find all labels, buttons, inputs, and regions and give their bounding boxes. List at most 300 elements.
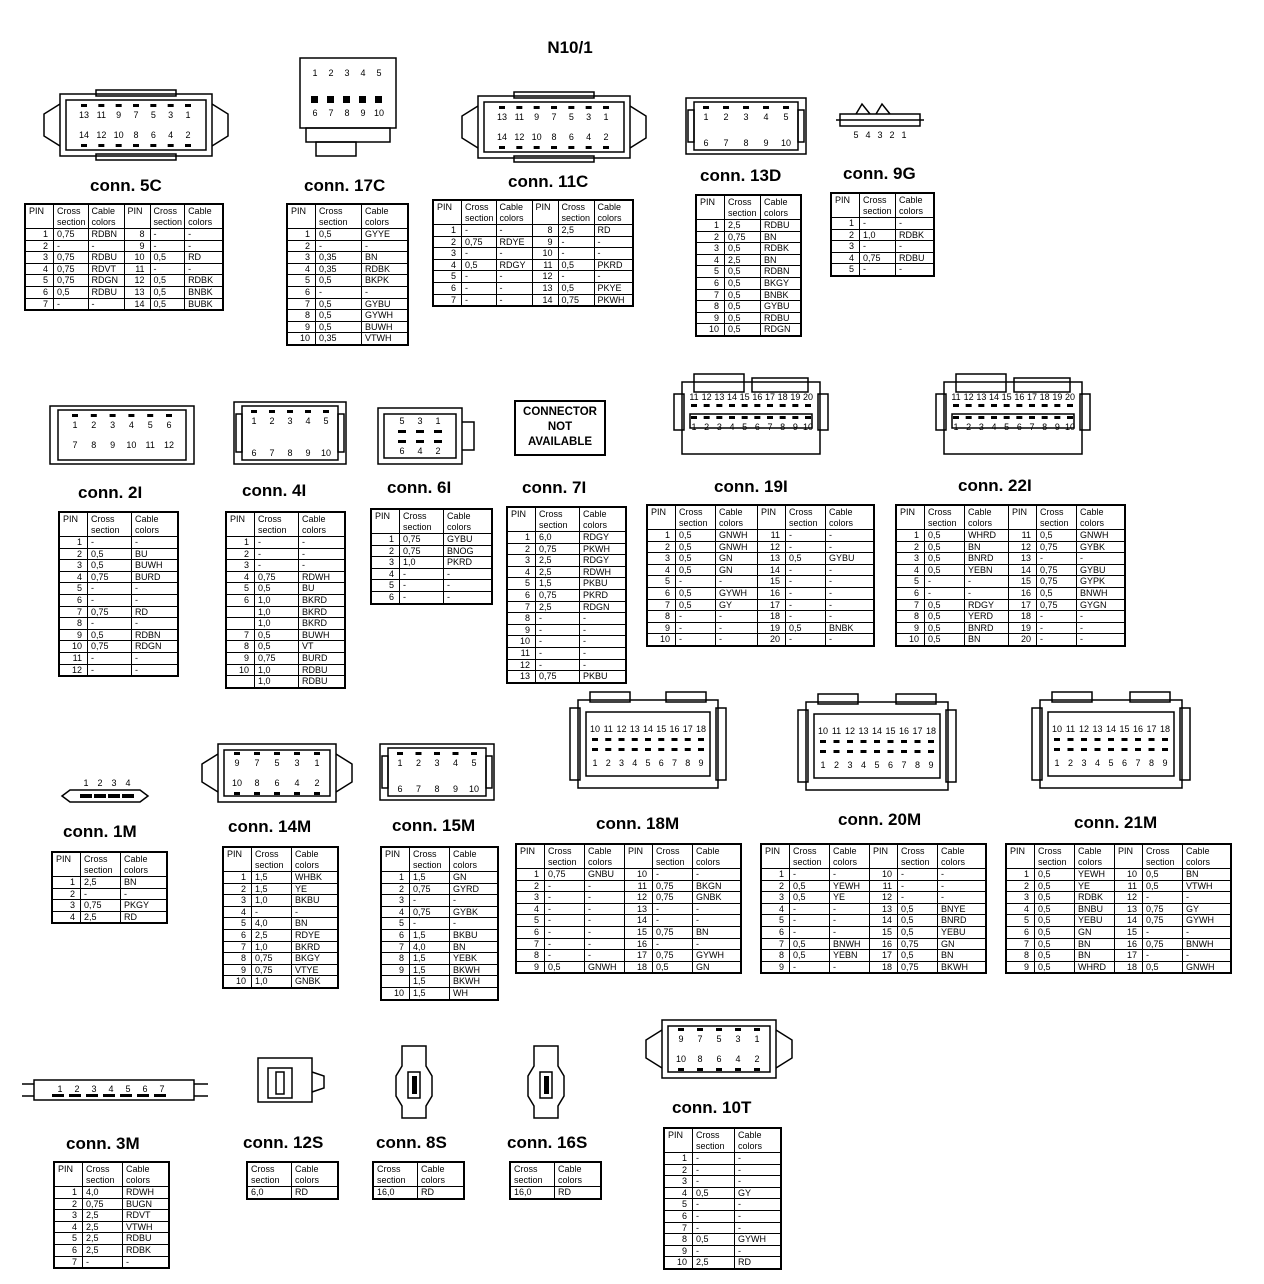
table-row <box>59 652 178 664</box>
svg-text:10: 10 <box>373 108 385 118</box>
connector-drawing-11c <box>462 92 646 162</box>
cable-color-cell: GYBK <box>450 906 499 918</box>
cable-color-cell: BKGY <box>761 277 802 289</box>
table-row <box>647 564 874 576</box>
pin-cell: 5 <box>223 918 252 930</box>
cross-section-cell: - <box>83 1256 123 1268</box>
table-row <box>433 271 633 283</box>
connector-label-16s: conn. 16S <box>507 1133 588 1152</box>
cable-color-cell: - <box>132 652 179 664</box>
pin-cell: 11 <box>532 259 558 271</box>
pin-table-10t <box>663 1127 782 1270</box>
svg-text:6: 6 <box>754 422 760 432</box>
cross-section-cell: 0,75 <box>255 571 299 583</box>
cross-section-cell: 0,5 <box>150 252 185 264</box>
cross-section-header: Cross section <box>88 512 132 537</box>
table-row <box>516 915 741 927</box>
svg-text:1: 1 <box>820 760 826 770</box>
pin-cell: 4 <box>226 571 255 583</box>
connector-label-18m: conn. 18M <box>596 814 680 833</box>
table-row <box>507 659 626 671</box>
svg-text:1: 1 <box>397 758 403 768</box>
cable-colors-header: Cable colors <box>88 204 124 229</box>
cross-section-cell: - <box>88 594 132 606</box>
svg-text:10: 10 <box>1051 724 1063 734</box>
connector-label-20m: conn. 20M <box>838 810 922 829</box>
pin-table-9g <box>830 192 935 277</box>
pin-cell: 9 <box>287 321 316 333</box>
svg-text:14: 14 <box>642 724 654 734</box>
pin-cell <box>226 676 255 688</box>
cross-section-cell: 0,5 <box>1035 950 1075 962</box>
table-row <box>223 895 338 907</box>
cross-section-cell: 0,5 <box>925 599 965 611</box>
table-row <box>226 652 345 664</box>
svg-text:14: 14 <box>1105 724 1117 734</box>
pin-cell: 5 <box>287 275 316 287</box>
svg-text:1: 1 <box>592 758 598 768</box>
pin-table-17c <box>286 203 409 346</box>
cable-color-cell: - <box>585 950 625 962</box>
connector-label-19i: conn. 19I <box>714 477 788 496</box>
cross-section-cell: 1,0 <box>252 895 292 907</box>
cable-color-cell: - <box>965 576 1009 588</box>
svg-text:10: 10 <box>817 726 829 736</box>
pin-cell: 11 <box>1009 530 1037 542</box>
cross-section-cell: - <box>786 599 826 611</box>
connector-label-2i: conn. 2I <box>78 483 143 502</box>
table-row <box>647 576 874 588</box>
svg-text:3: 3 <box>716 422 722 432</box>
cable-color-cell: BN <box>1075 950 1115 962</box>
pin-cell: 3 <box>25 252 54 264</box>
table-row <box>223 953 338 965</box>
table-row <box>696 301 801 313</box>
connector-drawing-3m <box>22 1080 208 1100</box>
cross-section-cell: - <box>462 271 497 283</box>
cross-section-cell: 2,5 <box>252 929 292 941</box>
cross-section-header: Cross section <box>898 844 938 869</box>
cross-section-cell: 0,5 <box>898 903 938 915</box>
cable-colors-header: Cable colors <box>418 1162 465 1187</box>
table-row <box>287 321 408 333</box>
cable-color-cell: YERD <box>965 611 1009 623</box>
connector-drawing-9g <box>836 104 924 140</box>
cross-section-cell: 0,75 <box>558 294 594 306</box>
cable-color-cell: GNWH <box>585 961 625 973</box>
table-row <box>696 324 801 336</box>
table-row <box>226 664 345 676</box>
connector-drawing-4i <box>234 402 346 464</box>
svg-text:3: 3 <box>1081 758 1087 768</box>
cable-color-cell: RDVT <box>123 1210 170 1222</box>
cable-color-cell: - <box>444 591 493 603</box>
cross-section-cell: 0,5 <box>725 266 761 278</box>
pin-cell: 2 <box>831 229 860 241</box>
svg-text:9: 9 <box>792 422 798 432</box>
pin-header: PIN <box>433 200 462 225</box>
cable-color-cell: VT <box>299 641 346 653</box>
table-row <box>54 1187 169 1199</box>
cable-color-cell: RDBK <box>896 229 935 241</box>
svg-text:5: 5 <box>323 416 329 426</box>
cable-color-cell: - <box>735 1222 782 1234</box>
cross-section-cell: 0,75 <box>400 534 444 546</box>
cable-color-cell: - <box>88 240 124 252</box>
pin-cell: 4 <box>516 903 545 915</box>
cross-section-cell: - <box>786 541 826 553</box>
svg-text:9: 9 <box>305 448 311 458</box>
table-row <box>664 1187 781 1199</box>
cross-section-header: Cross section <box>1035 844 1075 869</box>
cross-section-header: Cross section <box>790 844 830 869</box>
table-row <box>226 560 345 572</box>
table-row <box>287 263 408 275</box>
cable-color-cell: GNBU <box>585 869 625 881</box>
pin-cell: 5 <box>54 1233 83 1245</box>
cross-section-cell: - <box>400 591 444 603</box>
cross-section-cell: 0,75 <box>54 252 89 264</box>
cross-section-cell: 0,5 <box>88 629 132 641</box>
connector-drawing-16s <box>528 1046 564 1118</box>
pin-cell: 3 <box>761 892 790 904</box>
svg-text:11: 11 <box>514 112 525 122</box>
pin-header: PIN <box>870 844 898 869</box>
cross-section-cell: 0,5 <box>925 530 965 542</box>
cross-section-cell: 1,5 <box>252 872 292 884</box>
pin-cell: 8 <box>124 229 150 241</box>
cable-color-cell: - <box>896 264 935 276</box>
cable-color-cell: RD <box>132 606 179 618</box>
svg-text:4: 4 <box>108 1084 114 1094</box>
pin-cell: 1 <box>226 537 255 549</box>
cross-section-cell: 0,75 <box>88 641 132 653</box>
pin-cell: 12 <box>870 892 898 904</box>
table-row <box>761 892 986 904</box>
cross-section-cell: - <box>898 880 938 892</box>
table-row <box>1006 903 1231 915</box>
cross-section-cell: 1,5 <box>410 929 450 941</box>
cable-color-cell: BNRD <box>965 622 1009 634</box>
pin-cell: 3 <box>371 557 400 569</box>
cross-section-cell: 0,5 <box>725 324 761 336</box>
pin-cell: 4 <box>896 564 925 576</box>
pin-cell: 10 <box>664 1257 693 1269</box>
table-row <box>59 606 178 618</box>
pin-cell: 13 <box>532 282 558 294</box>
connector-label-10t: conn. 10T <box>672 1098 752 1117</box>
pin-cell: 11 <box>870 880 898 892</box>
cable-color-cell: GYRD <box>450 883 499 895</box>
connector-label-21m: conn. 21M <box>1074 813 1158 832</box>
pin-cell: 11 <box>59 652 88 664</box>
cable-color-cell: YEBK <box>450 953 499 965</box>
cable-color-cell: RDGY <box>965 599 1009 611</box>
svg-text:1: 1 <box>72 420 78 430</box>
svg-text:5: 5 <box>399 416 405 426</box>
cross-section-cell: 0,75 <box>1037 599 1077 611</box>
pin-cell: 6 <box>54 1244 83 1256</box>
table-row <box>381 929 498 941</box>
table-row <box>287 252 408 264</box>
pin-cell: 7 <box>54 1256 83 1268</box>
cross-section-cell: 0,5 <box>676 553 716 565</box>
svg-text:4: 4 <box>294 778 300 788</box>
svg-text:17: 17 <box>764 392 776 402</box>
table-row <box>381 918 498 930</box>
table-row <box>896 622 1125 634</box>
cross-section-cell: 0,35 <box>316 252 362 264</box>
cross-section-cell: 0,5 <box>925 553 965 565</box>
pin-cell: 3 <box>1006 892 1035 904</box>
cross-section-cell: 1,5 <box>410 872 450 884</box>
connector-label-12s: conn. 12S <box>243 1133 324 1152</box>
cable-color-cell: RDBU <box>123 1233 170 1245</box>
cable-colors-header: Cable colors <box>362 204 409 229</box>
cable-color-cell: - <box>299 560 346 572</box>
cross-section-cell: - <box>1037 622 1077 634</box>
cross-section-cell: 1,5 <box>252 883 292 895</box>
pin-cell: 4 <box>287 263 316 275</box>
cross-section-cell: 6,0 <box>536 532 580 544</box>
cable-color-cell: BKGY <box>292 953 339 965</box>
cable-color-cell: BNBK <box>761 289 802 301</box>
pin-cell: 1 <box>433 225 462 237</box>
svg-text:14: 14 <box>78 130 90 140</box>
cross-section-cell: - <box>790 926 830 938</box>
svg-text:20: 20 <box>1064 392 1076 402</box>
cable-color-cell: RDBU <box>88 286 124 298</box>
cable-color-cell: - <box>185 240 224 252</box>
cable-color-cell: GYBU <box>362 298 409 310</box>
cable-color-cell: GY <box>735 1187 782 1199</box>
cable-color-cell: - <box>123 1256 170 1268</box>
svg-text:3: 3 <box>586 112 592 122</box>
cable-color-cell: - <box>693 938 742 950</box>
cross-section-cell: 6,0 <box>247 1187 292 1199</box>
cross-section-cell: 0,75 <box>88 606 132 618</box>
svg-text:6: 6 <box>142 1084 148 1094</box>
svg-text:5: 5 <box>568 112 574 122</box>
table-row <box>371 557 492 569</box>
cable-color-cell: BNWH <box>830 938 870 950</box>
svg-text:6: 6 <box>1121 758 1128 768</box>
table-row <box>761 950 986 962</box>
pin-table-12s <box>246 1161 339 1200</box>
table-row <box>59 583 178 595</box>
pin-cell: 1 <box>664 1153 693 1165</box>
cable-color-cell: - <box>450 918 499 930</box>
pin-header: PIN <box>831 193 860 218</box>
cross-section-header: Cross section <box>54 204 89 229</box>
cable-color-cell: GNWH <box>1077 530 1126 542</box>
cable-colors-header: Cable colors <box>580 507 627 532</box>
pin-cell: 12 <box>625 892 653 904</box>
cable-color-cell: BNWH <box>1183 938 1232 950</box>
cable-color-cell: BKGN <box>693 880 742 892</box>
diagram-title: N10/1 <box>547 38 593 57</box>
cable-color-cell: BN <box>965 634 1009 646</box>
cross-section-cell: 1,0 <box>255 606 299 618</box>
pin-cell: 3 <box>696 243 725 255</box>
cross-section-cell: 0,75 <box>1143 903 1183 915</box>
cable-color-cell: BU <box>299 583 346 595</box>
cable-color-cell: - <box>450 895 499 907</box>
pin-cell: 4 <box>381 906 410 918</box>
cross-section-cell: 0,75 <box>653 892 693 904</box>
table-row <box>647 541 874 553</box>
cross-section-cell: 0,5 <box>925 564 965 576</box>
pin-cell: 2 <box>223 883 252 895</box>
cable-color-cell: GNBK <box>693 892 742 904</box>
cross-section-cell: 0,5 <box>316 310 362 322</box>
svg-text:5: 5 <box>147 420 153 430</box>
pin-cell: 2 <box>507 543 536 555</box>
table-row <box>761 880 986 892</box>
cross-section-cell: 0,75 <box>252 953 292 965</box>
connector-drawing-10t <box>646 1020 792 1078</box>
pin-cell: 5 <box>371 580 400 592</box>
pin-cell: 5 <box>381 918 410 930</box>
pin-cell: 1 <box>25 229 54 241</box>
cross-section-cell: 1,5 <box>410 964 450 976</box>
cable-color-cell: BU <box>132 548 179 560</box>
cable-color-cell: GN <box>450 872 499 884</box>
pin-cell: 10 <box>647 634 676 646</box>
svg-text:9: 9 <box>234 758 240 768</box>
pin-cell: 3 <box>59 560 88 572</box>
cable-color-cell: YEBU <box>1075 915 1115 927</box>
pin-cell: 14 <box>124 298 150 310</box>
cross-section-header: Cross section <box>558 200 594 225</box>
svg-text:9: 9 <box>360 108 366 118</box>
table-row <box>664 1153 781 1165</box>
svg-text:20: 20 <box>802 392 814 402</box>
cable-color-cell: - <box>496 294 532 306</box>
cable-color-cell: GYYE <box>362 229 409 241</box>
table-row <box>647 634 874 646</box>
cross-section-cell: - <box>400 568 444 580</box>
pin-header: PIN <box>1006 844 1035 869</box>
cable-color-cell: GY <box>1183 903 1232 915</box>
table-row <box>647 553 874 565</box>
cross-section-cell: - <box>462 225 497 237</box>
cable-color-cell: BUWH <box>132 560 179 572</box>
table-row <box>896 564 1125 576</box>
cross-section-cell: - <box>786 564 826 576</box>
cross-section-cell: 0,75 <box>462 236 497 248</box>
cable-color-cell: - <box>496 248 532 260</box>
cross-section-cell: 0,5 <box>545 961 585 973</box>
pin-cell: 7 <box>226 629 255 641</box>
cross-section-cell: - <box>1143 892 1183 904</box>
cross-section-header: Cross section <box>81 852 121 877</box>
cross-section-cell: - <box>786 530 826 542</box>
svg-text:6: 6 <box>658 758 664 768</box>
pin-table-4i <box>225 511 346 689</box>
cross-section-cell: 0,5 <box>1035 926 1075 938</box>
table-row <box>507 647 626 659</box>
table-row <box>1006 869 1231 881</box>
cross-section-cell: - <box>255 560 299 572</box>
table-row <box>507 613 626 625</box>
svg-text:8: 8 <box>434 784 440 794</box>
svg-text:7: 7 <box>328 108 334 118</box>
cross-section-cell: - <box>150 229 185 241</box>
pin-cell: 10 <box>625 869 653 881</box>
pin-cell: 9 <box>1006 961 1035 973</box>
pin-cell: 7 <box>59 606 88 618</box>
cross-section-cell: - <box>925 587 965 599</box>
pin-header: PIN <box>761 844 790 869</box>
cable-color-cell: - <box>585 903 625 915</box>
table-row <box>664 1176 781 1188</box>
table-row <box>381 976 498 988</box>
cross-section-cell: 0,75 <box>536 589 580 601</box>
table-row <box>664 1210 781 1222</box>
svg-text:6: 6 <box>1016 422 1022 432</box>
table-row <box>371 568 492 580</box>
svg-text:8: 8 <box>91 440 97 450</box>
pin-header: PIN <box>625 844 653 869</box>
svg-text:12: 12 <box>963 392 974 402</box>
cross-section-cell: - <box>88 618 132 630</box>
cross-section-header: Cross section <box>725 195 761 220</box>
cross-section-cell: - <box>54 240 89 252</box>
svg-text:8: 8 <box>551 132 557 142</box>
cross-section-header: Cross section <box>786 505 826 530</box>
cross-section-header: Cross section <box>255 512 299 537</box>
cable-color-cell: RDYE <box>496 236 532 248</box>
table-row <box>381 987 498 999</box>
table-row <box>896 530 1125 542</box>
cable-color-cell: - <box>121 888 168 900</box>
cross-section-cell: 0,5 <box>150 275 185 287</box>
cable-color-cell: - <box>88 298 124 310</box>
cable-color-cell: GN <box>938 938 987 950</box>
pin-cell: 1 <box>54 1187 83 1199</box>
table-row <box>507 636 626 648</box>
table-row <box>381 883 498 895</box>
pin-header: PIN <box>1115 844 1143 869</box>
cable-colors-header: Cable colors <box>450 847 499 872</box>
cross-section-cell: - <box>88 652 132 664</box>
pin-cell: 15 <box>870 926 898 938</box>
table-row <box>664 1234 781 1246</box>
cross-section-cell: 0,5 <box>786 553 826 565</box>
cross-section-cell: 0,5 <box>150 286 185 298</box>
pin-cell: 2 <box>54 1198 83 1210</box>
cross-section-cell: 0,5 <box>790 938 830 950</box>
cross-section-cell: 0,5 <box>1035 880 1075 892</box>
cable-color-cell: - <box>716 611 758 623</box>
cross-section-cell: - <box>545 926 585 938</box>
svg-text:5: 5 <box>274 758 280 768</box>
pin-header: PIN <box>1009 505 1037 530</box>
table-row <box>761 961 986 973</box>
cross-section-cell: 1,5 <box>410 953 450 965</box>
table-row <box>696 266 801 278</box>
svg-text:12: 12 <box>163 440 175 450</box>
table-row <box>371 580 492 592</box>
cross-section-cell: - <box>786 587 826 599</box>
svg-text:7: 7 <box>415 784 422 794</box>
cable-color-cell: PKRD <box>580 589 627 601</box>
svg-text:2: 2 <box>269 416 275 426</box>
pin-cell: 2 <box>381 883 410 895</box>
cable-color-cell: RDGY <box>580 555 627 567</box>
svg-text:15: 15 <box>656 724 667 734</box>
